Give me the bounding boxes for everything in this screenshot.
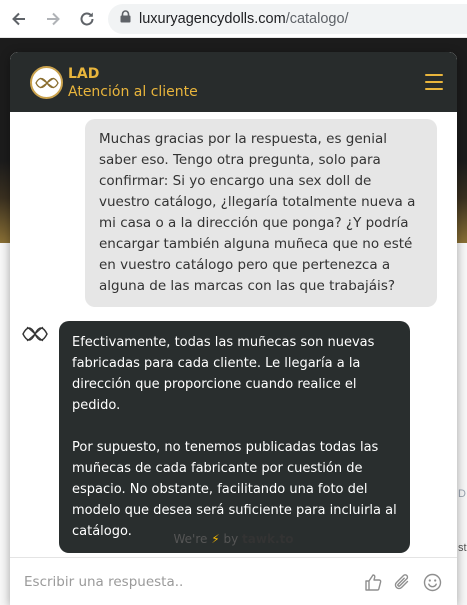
page-text-fragment: D bbox=[458, 488, 466, 500]
chat-header bbox=[10, 52, 457, 112]
reply-input[interactable] bbox=[24, 571, 344, 593]
back-arrow-icon[interactable] bbox=[8, 8, 30, 30]
address-bar[interactable] bbox=[108, 4, 467, 34]
url-path: /catalogo/ bbox=[285, 11, 349, 27]
attachment-paperclip-icon[interactable] bbox=[392, 572, 412, 592]
url-host: luxuryagencydolls.com bbox=[139, 11, 286, 27]
visitor-message: Muchas gracias por la respuesta, es genial saber eso. Tengo otra pregunta, solo para confirmar: Si yo encargo una sex doll de vuestro catálogo, ¿llegaría totalmente nueva a mi casa o a la dirección que ponga? ¿Y podría encargar también alguna muñeca que no esté en vuestro catálogo pero que pertenezca a alguna de las marcas con las que trabajáis? bbox=[85, 119, 437, 307]
brand-logo bbox=[30, 66, 63, 99]
reply-composer bbox=[10, 557, 457, 605]
agent-message-paragraph: Por supuesto, no tenemos publicadas todas las muñecas de cada fabricante por cuestión de espacio. No obstante, facilitando una foto del modelo que desea será suficiente para incluirla al catálogo. bbox=[72, 440, 397, 539]
lock-icon bbox=[120, 10, 131, 28]
reload-icon[interactable] bbox=[76, 8, 98, 30]
hamburger-menu-icon[interactable] bbox=[425, 74, 443, 90]
page-text-fragment: st bbox=[458, 542, 467, 554]
chat-widget bbox=[10, 52, 457, 605]
lightning-icon: ⚡ bbox=[211, 532, 220, 546]
emoji-smiley-icon[interactable] bbox=[422, 572, 442, 592]
browser-toolbar bbox=[0, 0, 467, 38]
powered-by-text: by bbox=[223, 532, 239, 546]
powered-prefix: We're bbox=[173, 532, 208, 546]
powered-brand: tawk.to bbox=[242, 532, 294, 546]
url-text bbox=[139, 11, 349, 27]
brand-subtitle: Atención al cliente bbox=[68, 84, 198, 100]
agent-avatar-icon bbox=[20, 322, 50, 346]
thumbs-up-icon[interactable] bbox=[363, 572, 383, 592]
powered-by-tawk[interactable] bbox=[10, 532, 457, 546]
brand-title bbox=[68, 65, 198, 101]
forward-arrow-icon[interactable] bbox=[42, 8, 64, 30]
agent-message bbox=[59, 321, 410, 553]
brand-name: LAD bbox=[68, 66, 100, 82]
agent-message-paragraph: Efectivamente, todas las muñecas son nuevas fabricadas para cada cliente. Le llegaría a la dirección que proporcione cuando realice el pedido. bbox=[72, 335, 375, 413]
